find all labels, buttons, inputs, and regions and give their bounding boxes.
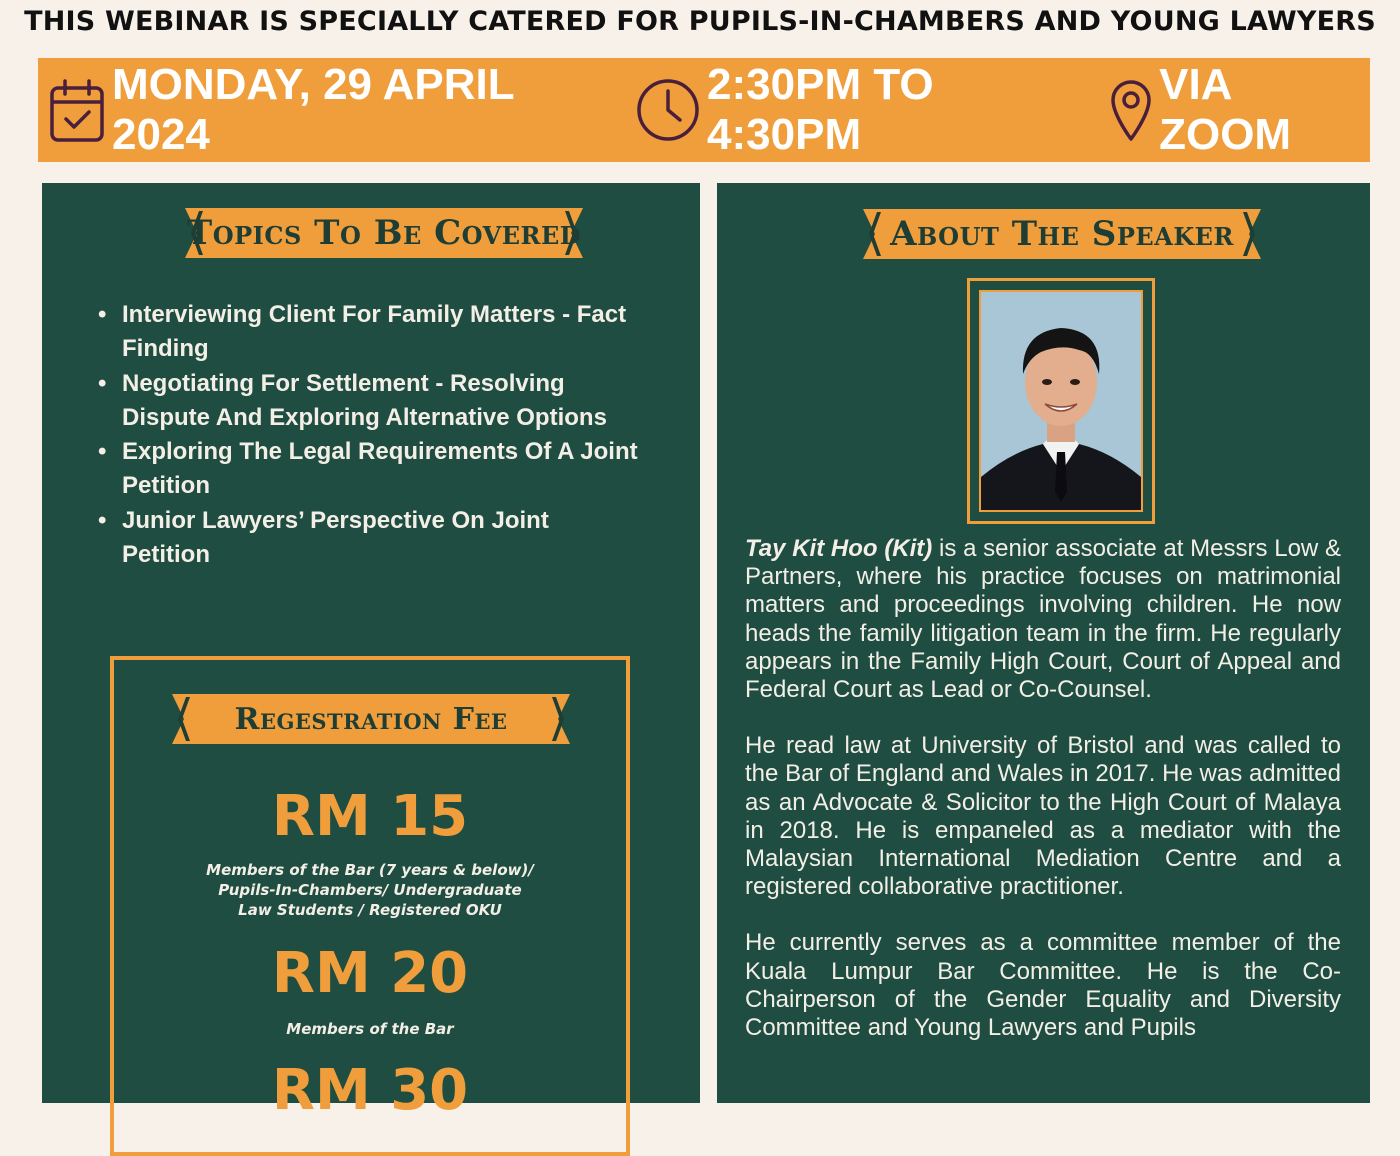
- clock-icon: [635, 77, 701, 143]
- speaker-panel: [717, 183, 1370, 1103]
- list-item: • Junior Lawyers’ Perspective On Joint Petition: [98, 504, 638, 573]
- event-date-text: MONDAY, 29 APRIL 2024: [112, 60, 514, 159]
- fee-amount-2: RM 20: [271, 941, 469, 1006]
- list-item: • Negotiating For Settlement - Resolving Dispute And Exploring Alternative Options: [98, 367, 638, 436]
- bio-paragraph-2: He read law at University of Bristol and was called to the Bar of England and Wales in 2017. He was admitted as an Advocate & Solicitor to the High Court of Malaya in 2018. He is empaneled as a mediator with the Malaysian International Mediation Centre and a registered collaborative practitioner.: [745, 732, 1341, 901]
- bullet-icon: •: [98, 506, 107, 534]
- bullet-icon: •: [98, 438, 107, 466]
- webinar-audience-headline: THIS WEBINAR IS SPECIALLY CATERED FOR PUPILS-IN-CHAMBERS AND YOUNG LAWYERS: [24, 6, 1376, 37]
- speaker-portrait: [979, 290, 1143, 512]
- list-item: • Interviewing Client For Family Matters - Fact Finding: [98, 298, 638, 367]
- topics-heading: Topics To Be Covered: [186, 213, 582, 253]
- bullet-icon: •: [98, 369, 107, 397]
- speaker-photo: [967, 278, 1155, 524]
- fee-amount-1: RM 15: [271, 784, 469, 849]
- event-date: [48, 60, 613, 160]
- topics-list: [98, 298, 638, 572]
- fee-amount-3: RM 30: [271, 1058, 469, 1123]
- location-pin-icon: [1109, 78, 1153, 142]
- speaker-heading: About The Speaker: [890, 214, 1234, 254]
- event-info-bar: [38, 58, 1370, 162]
- fee-description-1: Members of the Bar (7 years & below)/ Pupils-In-Chambers/ Undergraduate Law Students / Registered OKU: [206, 861, 534, 919]
- event-time: [635, 60, 1091, 160]
- speaker-heading-ribbon: [863, 209, 1261, 259]
- fee-description-2: Members of the Bar: [286, 1020, 454, 1038]
- fee-heading: Regestration Fee: [234, 701, 508, 737]
- event-venue: [1109, 60, 1370, 160]
- event-time-text: 2:30PM TO 4:30PM: [707, 60, 934, 159]
- list-item: • Exploring The Legal Requirements Of A Joint Petition: [98, 435, 638, 504]
- fee-heading-ribbon: [172, 694, 570, 744]
- bullet-icon: •: [98, 301, 107, 328]
- event-venue-text: VIA ZOOM: [1159, 60, 1292, 159]
- speaker-name: Tay Kit Hoo (Kit): [745, 535, 933, 562]
- registration-fee-box: [110, 656, 630, 1156]
- speaker-bio: [745, 535, 1341, 1070]
- bio-paragraph-1: Tay Kit Hoo (Kit) is a senior associate at Messrs Low & Partners, where his practice focuses on matrimonial matters and proceedings involving children. He now heads the family litigation team in the firm. He regularly appears in the Family High Court, Court of Appeal and Federal Court as Lead or Co-Counsel.: [745, 535, 1341, 704]
- bio-paragraph-3: He currently serves as a committee member of the Kuala Lumpur Bar Committee. He is the Co-Chairperson of the Gender Equality and Diversity Committee and Young Lawyers and Pupils: [745, 929, 1341, 1042]
- topics-heading-ribbon: [185, 208, 583, 258]
- calendar-check-icon: [48, 76, 106, 144]
- topics-panel: [42, 183, 700, 1123]
